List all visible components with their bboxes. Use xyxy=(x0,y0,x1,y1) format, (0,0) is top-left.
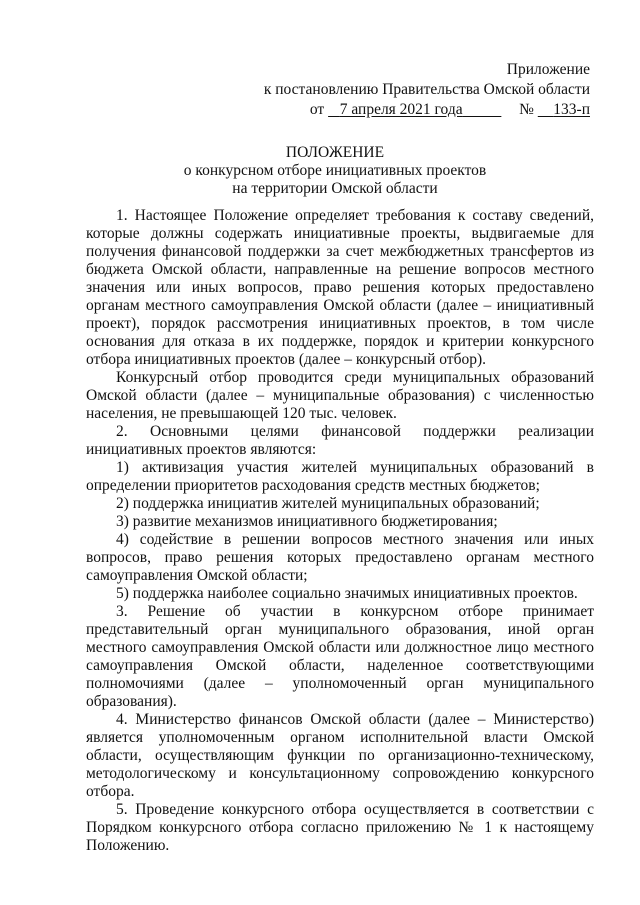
resolution-number-text: 133-п xyxy=(553,101,590,118)
appendix-header xyxy=(190,60,590,120)
paragraph-1-continued: Конкурсный отбор проводится среди муниципальных образований Омской области (далее – муниципальные образования) с численностью населения, не превышающей 120 тыс. человек. xyxy=(86,369,594,422)
paragraph-1: 1. Настоящее Положение определяет требования к составу сведений, которые должны содержать инициативные проекты, выдвигаемые для получения финансовой поддержки за счет межбюджетных трансфертов из бюджета Омской области, направленные на решение вопросов местного значения или иных вопросов, право решения которых предоставлено органам местного самоуправления Омской области (далее – инициативный проект), порядок рассмотрения инициативных проектов, в том числе основания для отказа в их поддержке, порядок и критерии конкурсного отбора инициативных проектов (далее – конкурсный отбор). xyxy=(86,207,594,368)
title-territory: на территории Омской области xyxy=(232,180,438,197)
resolution-date-text: 7 апреля 2021 года xyxy=(339,101,463,118)
goal-item-4: 4) содействие в решении вопросов местного значения или иных вопросов, право решения которых предоставлено органам местного самоуправления Омской области; xyxy=(86,531,594,584)
number-label: № xyxy=(519,101,534,118)
paragraph-2: 2. Основными целями финансовой поддержки реализации инициативных проектов являются: xyxy=(86,423,594,458)
goal-item-3: 3) развитие механизмов инициативного бюджетирования; xyxy=(116,513,498,530)
appendix-label: Приложение xyxy=(506,61,590,78)
goal-item-2: 2) поддержка инициатив жителей муниципальных образований; xyxy=(116,495,540,512)
from-label: от xyxy=(309,101,325,118)
resolution-number xyxy=(538,101,590,118)
title-subject: о конкурсном отборе инициативных проектов xyxy=(183,162,487,179)
title-heading: ПОЛОЖЕНИЕ xyxy=(285,144,385,161)
paragraph-4: 4. Министерство финансов Омской области (далее – Министерство) является уполномоченным органом исполнительной власти Омской области, осуществляющим функции по организационно-техническому, методологическому и консультационному сопровождению конкурсного отбора. xyxy=(86,711,594,800)
resolution-date-number xyxy=(190,100,590,120)
resolution-date xyxy=(328,101,501,118)
goal-item-1: 1) активизация участия жителей муниципальных образований в определении приоритетов расходования средств местных бюджетов; xyxy=(86,459,594,494)
document-body xyxy=(86,207,594,855)
paragraph-5: 5. Проведение конкурсного отбора осуществляется в соответствии с Порядком конкурсного отбора согласно приложению № 1 к настоящему Положению. xyxy=(86,801,594,854)
resolution-reference: к постановлению Правительства Омской области xyxy=(263,81,590,98)
goal-item-5: 5) поддержка наиболее социально значимых инициативных проектов. xyxy=(116,585,578,602)
document-title xyxy=(80,144,590,198)
paragraph-3: 3. Решение об участии в конкурсном отборе принимает представительный орган муниципального образования, иной орган местного самоуправления Омской области или должностное лицо местного самоуправления Омской области, наделенное соответствующими полномочиями (далее – уполномоченный орган муниципального образования). xyxy=(86,603,594,710)
